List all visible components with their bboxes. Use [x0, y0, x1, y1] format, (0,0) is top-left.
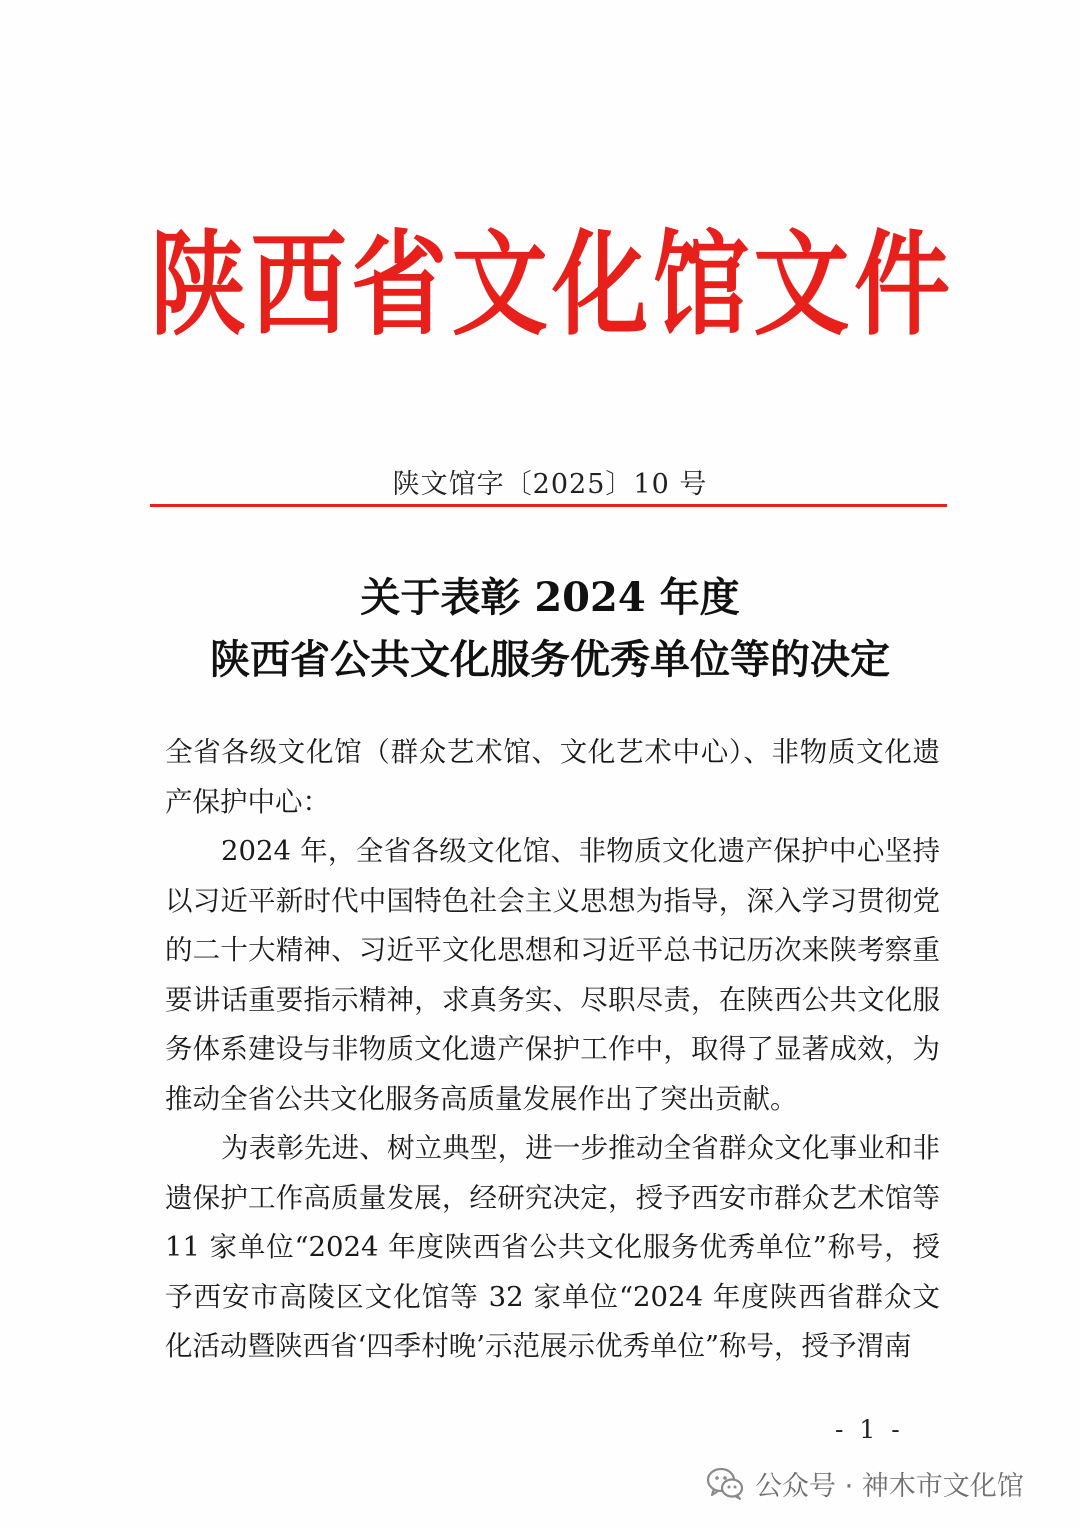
header-char: 陕 [150, 218, 246, 352]
header-char: 化 [552, 218, 649, 352]
header-char: 省 [351, 218, 448, 352]
paragraph-2: 为表彰先进、树立典型，进一步推动全省群众文化事业和非遗保护工作高质量发展，经研究决定，授予西安市群众艺术馆等 11 家单位“2024 年度陕西省公共文化服务优秀单位”称号，授予西安市高陵区文化馆等 32 家单位“2024 年度陕西省群众文化活动暨陕西省‘四季村晚’示范展示优秀单位”称号，授予渭南 [165, 1132, 940, 1362]
title-line-1: 关于表彰 2024 年度 [360, 574, 740, 621]
document-header [150, 202, 950, 367]
header-char: 馆 [652, 218, 749, 352]
page-number: - 1 - [835, 1415, 904, 1444]
header-char: 件 [853, 218, 950, 352]
paragraph-1: 2024 年，全省各级文化馆、非物质文化遗产保护中心坚持以习近平新时代中国特色社会主义思想为指导，深入学习贯彻党的二十大精神、习近平文化思想和习近平总书记历次来陕考察重要讲话重要指示精神，求真务实、尽职尽责，在陕西公共文化服务体系建设与非物质文化遗产保护工作中，取得了显著成效，为推动全省公共文化服务高质量发展作出了突出贡献。 [165, 835, 940, 1115]
title-line-2: 陕西省公共文化服务优秀单位等的决定 [210, 636, 890, 683]
header-char: 文 [451, 218, 548, 352]
document-body [165, 728, 940, 1372]
header-char: 西 [250, 218, 347, 352]
document-number: 陕文馆字〔2025〕10 号 [392, 469, 708, 500]
header-char: 文 [753, 218, 850, 352]
salutation: 全省各级文化馆（群众艺术馆、文化艺术中心）、非物质文化遗产保护中心： [165, 736, 940, 818]
watermark [705, 1458, 1024, 1508]
red-divider [150, 504, 947, 507]
watermark-text: 公众号 · 神木市文化馆 [755, 1470, 1024, 1502]
wechat-icon [705, 1463, 745, 1503]
